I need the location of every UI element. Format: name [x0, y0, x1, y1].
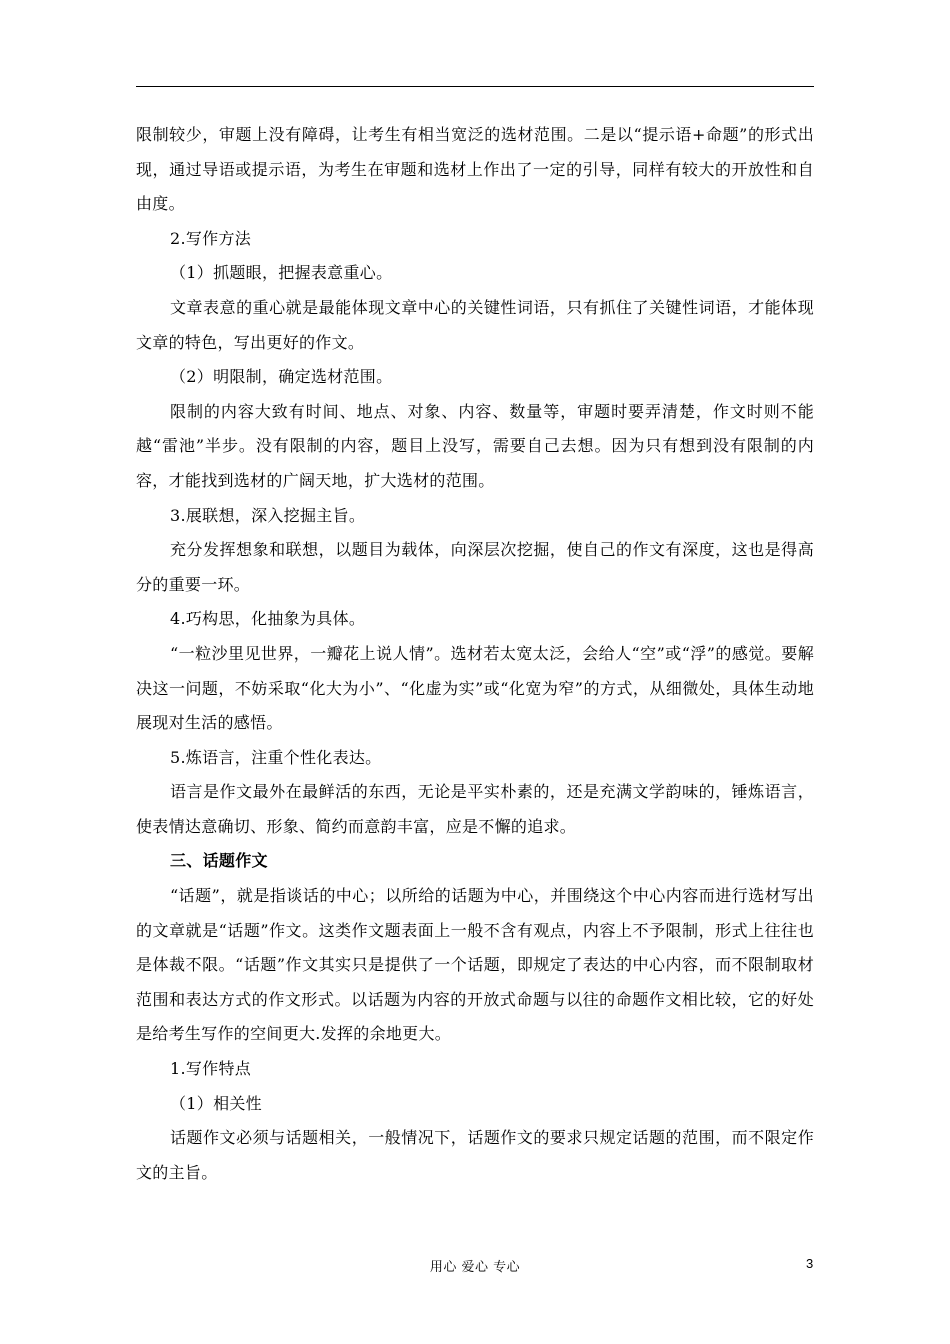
subheading: 4.巧构思，化抽象为具体。 — [170, 609, 366, 629]
chapter-heading: 三、话题作文 — [170, 851, 268, 871]
section-heading: 1.写作特点 — [170, 1059, 252, 1079]
paragraph: “话题”，就是指谈话的中心；以所给的话题为中心，并围绕这个中心内容而进行选材写出的文章就是“话题”作文。这类作文题表面上一般不含有观点，内容上不予限制，形式上往往也是体裁不限。“话题”作文其实只是提供了一个话题，即规定了表达的中心内容，而不限制取材范围和表达方式的作文形式。以话题为内容的开放式命题与以往的命题作文相比较，它的好处是给考生写作的空间更大.发挥的余地更大。 — [136, 886, 814, 1044]
paragraph: 限制的内容大致有时间、地点、对象、内容、数量等，审题时要弄清楚，作文时则不能越“雷池”半步。没有限制的内容，题目上没写，需要自己去想。因为只有想到没有限制的内容，才能找到选材的广阔天地，扩大选材的范围。 — [136, 401, 814, 490]
subheading: （1）相关性 — [170, 1093, 262, 1113]
subheading: 3.展联想，深入挖掘主旨。 — [170, 505, 366, 525]
subheading: 5.炼语言，注重个性化表达。 — [170, 747, 382, 767]
paragraph: 充分发挥想象和联想，以题目为载体，向深层次挖掘，使自己的作文有深度，这也是得高分的重要一环。 — [136, 540, 814, 594]
paragraph: 话题作文必须与话题相关，一般情况下，话题作文的要求只规定话题的范围，而不限定作文的主旨。 — [136, 1128, 814, 1182]
subheading: （1）抓题眼，把握表意重心。 — [170, 263, 393, 283]
subheading: （2）明限制，确定选材范围。 — [170, 367, 393, 387]
paragraph: 语言是作文最外在最鲜活的东西，无论是平实朴素的，还是充满文学韵味的，锤炼语言，使表情达意确切、形象、简约而意韵丰富，应是不懈的追求。 — [136, 782, 814, 836]
footer-motto: 用心 爱心 专心 — [429, 1260, 521, 1275]
paragraph: 限制较少，审题上没有障碍，让考生有相当宽泛的选材范围。二是以“提示语+命题”的形式出现，通过导语或提示语，为考生在审题和选材上作出了一定的引导，同样有较大的开放性和自由度。 — [136, 125, 814, 214]
header-rule — [136, 86, 814, 87]
paragraph: “一粒沙里见世界，一瓣花上说人情”。选材若太宽太泛，会给人“空”或“浮”的感觉。要解决这一问题，不妨采取“化大为小”、“化虚为实”或“化宽为窄”的方式，从细微处，具体生动地展现对生活的感悟。 — [136, 643, 814, 733]
section-heading: 2.写作方法 — [170, 228, 252, 248]
page-number: 3 — [806, 1256, 814, 1271]
document-body — [136, 118, 814, 1190]
paragraph: 文章表意的重心就是最能体现文章中心的关键性词语，只有抓住了关键性词语，才能体现文章的特色，写出更好的作文。 — [136, 297, 814, 352]
